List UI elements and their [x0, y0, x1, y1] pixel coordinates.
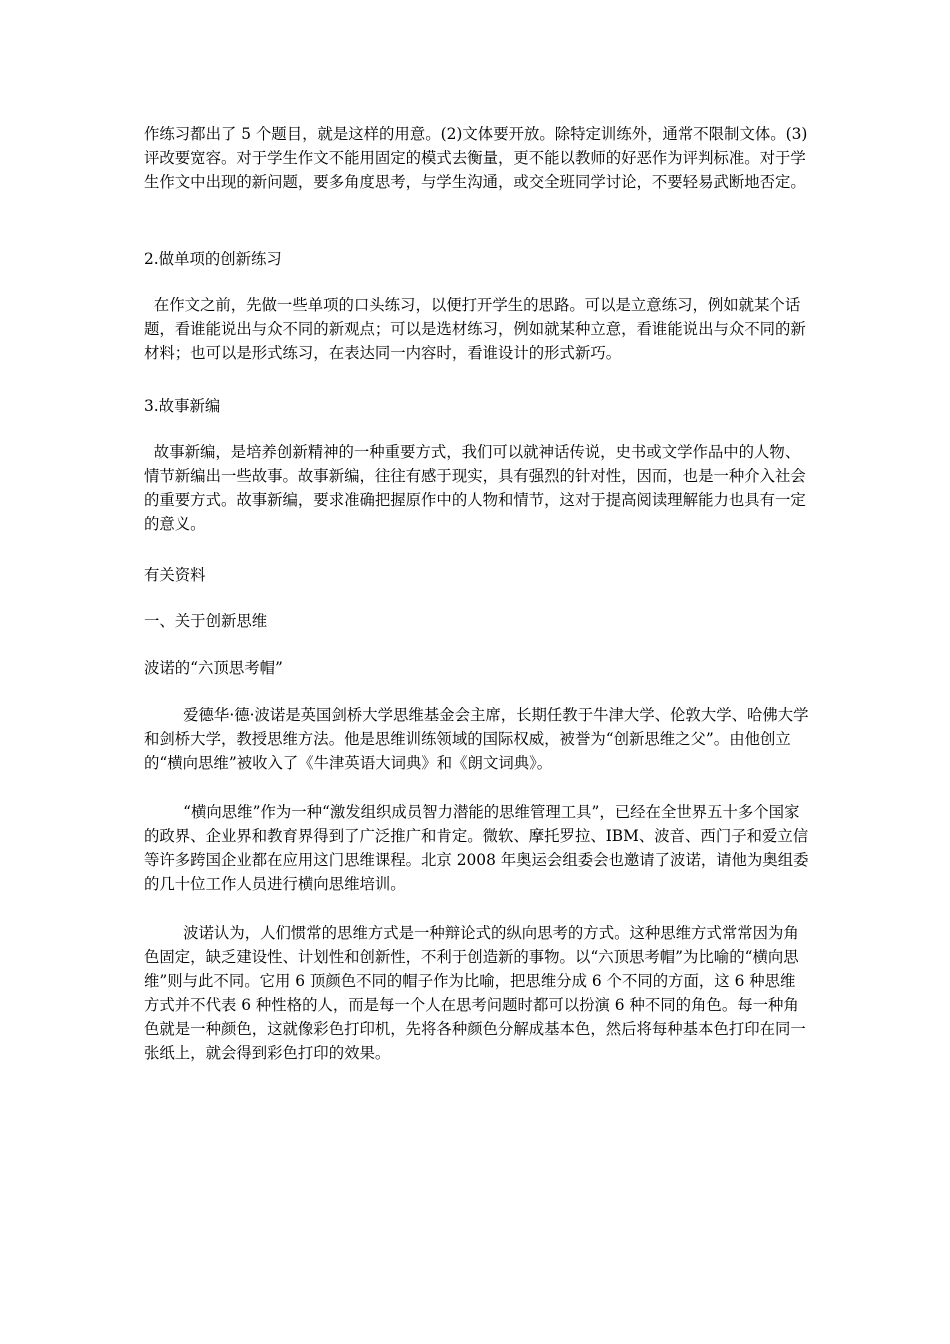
heading-single-practice: 2.做单项的创新练习 — [144, 250, 282, 268]
paragraph-story-rewrite: 故事新编，是培养创新精神的一种重要方式，我们可以就神话传说，史书或文学作品中的人物、情节新编出一些故事。故事新编，往往有感于现实，具有强烈的针对性，因而，也是一种介入社会的重要方式。故事新编，要求准确把握原作中的人物和情节，这对于提高阅读理解能力也具有一定的意义。 — [144, 443, 806, 533]
paragraph-single-practice: 在作文之前，先做一些单项的口头练习，以便打开学生的思路。可以是立意练习，例如就某个话题，看谁能说出与众不同的新观点；可以是选材练习，例如就某种立意，看谁能说出与众不同的新材料；也可以是形式练习，在表达同一内容时，看谁设计的形式新巧。 — [144, 296, 806, 362]
paragraph-six-hats: 波诺认为，人们惯常的思维方式是一种辩论式的纵向思考的方式。这种思维方式常常因为角色固定，缺乏建设性、计划性和创新性，不利于创造新的事物。以“六顶思考帽”为比喻的“横向思维”则与此不同。它用 6 顶颜色不同的帽子作为比喻，把思维分成 6 个不同的方面，这 6 种思维方式并不代表 6 种性格的人，而是每一个人在思考问题时都可以扮演 6 种不同的角色。每一种角色就是一种颜色，这就像彩色打印机，先将各种颜色分解成基本色，然后将每种基本色打印在同一张纸上，就会得到彩色打印的效果。 — [144, 924, 806, 1062]
paragraph-lateral-thinking: “横向思维”作为一种“激发组织成员智力潜能的思维管理工具”，已经在全世界五十多个国家的政界、企业界和教育界得到了广泛推广和肯定。微软、摩托罗拉、IBM、波音、西门子和爱立信等许多跨国企业都在应用这门思维课程。北京 2008 年奥运会组委会也邀请了波诺，请他为奥组委的几十位工作人员进行横向思维培训。 — [144, 803, 809, 893]
heading-story-rewrite: 3.故事新编 — [144, 397, 221, 415]
paragraph-bono-intro: 爱德华·德·波诺是英国剑桥大学思维基金会主席，长期任教于牛津大学、伦敦大学、哈佛大学和剑桥大学，教授思维方法。他是思维训练领域的国际权威，被誉为“创新思维之父”。由他创立的“横向思维”被收入了《牛津英语大词典》和《朗文词典》。 — [144, 706, 809, 772]
heading-innovative-thinking: 一、关于创新思维 — [144, 612, 268, 630]
paragraph-continuation: 作练习都出了 5 个题目，就是这样的用意。(2)文体要开放。除特定训练外，通常不限制文体。(3)评改要宽容。对于学生作文不能用固定的模式去衡量，更不能以教师的好恶作为评判标准。对于学生作文中出现的新问题，要多角度思考，与学生沟通，或交全班同学讨论，不要轻易武断地否定。 — [144, 125, 808, 191]
heading-related-materials: 有关资料 — [144, 566, 206, 584]
heading-six-hats: 波诺的“六顶思考帽” — [144, 659, 283, 677]
